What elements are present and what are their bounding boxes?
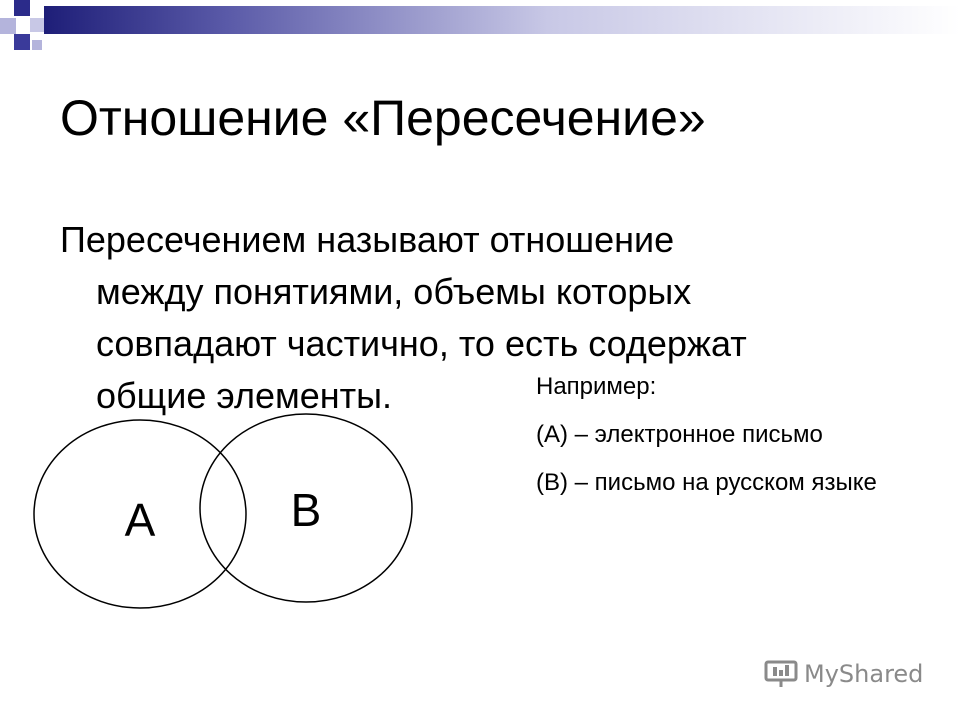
example-heading: Например: [536, 373, 657, 400]
venn-diagram [0, 400, 440, 620]
example-item-a: (А) – электронное письмо [536, 421, 823, 448]
decor-square-light [30, 18, 44, 32]
example-item-b: (В) – письмо на русском языке [536, 469, 877, 496]
watermark-text: MyShared [804, 660, 924, 688]
decor-square-light [32, 40, 42, 50]
venn-label-b: В [290, 484, 322, 536]
watermark [764, 656, 923, 692]
presentation-icon [764, 659, 798, 689]
definition-line: между понятиями, объемы которых [96, 271, 692, 312]
decor-gradient-bar [44, 6, 960, 34]
decor-square-light [0, 18, 16, 34]
decor-square-dark [14, 0, 30, 16]
decor-square-dark [14, 34, 30, 50]
definition-line: совпадают частично, то есть содержат [96, 323, 747, 364]
definition-line: общие элементы. [96, 375, 393, 416]
slide-title: Отношение «Пересечение» [60, 90, 706, 146]
definition-line: Пересечением называют отношение [60, 219, 675, 260]
example-block [536, 368, 916, 512]
venn-label-a: А [124, 494, 156, 546]
